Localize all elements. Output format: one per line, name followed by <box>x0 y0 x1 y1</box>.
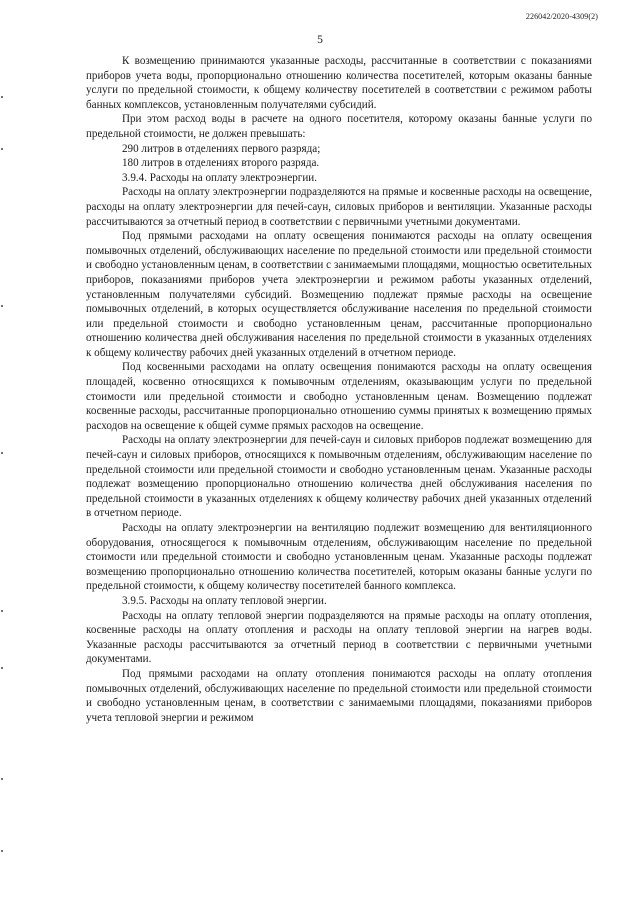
page-number: 5 <box>317 34 323 46</box>
section-heading-heat: 3.9.5. Расходы на оплату тепловой энергии. <box>122 594 327 607</box>
paragraph-heat-types: Расходы на оплату тепловой энергии подразделяются на прямые расходы на оплату отопления, косвенные расходы на оплату отопления и расходы на оплату тепловой энергии на нагрев воды. Указанные расходы рассчитываются за отчетный период в соответствии с первичными учетными документами. <box>86 609 592 666</box>
document-code: 226042/2020-4309(2) <box>525 12 598 21</box>
paragraph-sauna-power: Расходы на оплату электроэнергии для печей-саун и силовых приборов подлежат возмещению для печей-саун и силовых приборов, относящихся к помывочным отделениям, обслуживающим население по предельной стоимости или предельной стоимости и свободно установленным ценам. Указанные расходы подлежат возмещению пропорционально отношению количества дней обслуживания населения по предельной стоимости в указанных отделениях к общему количеству рабочих дней указанных отделений в отчетном периоде. <box>86 434 592 520</box>
document-body <box>86 54 592 725</box>
paragraph-direct-heating: Под прямыми расходами на оплату отопления понимаются расходы на оплату отопления помывочных отделений, обслуживающих население по предельной стоимости или предельной стоимости и свободно установленным ценам, в соответствии с занимаемыми площадями, показаниями приборов учета тепловой энергии и режимом <box>86 667 592 724</box>
paragraph-water-reimbursement: К возмещению принимаются указанные расходы, рассчитанные в соответствии с показаниями приборов учета воды, пропорционально отношению количества посетителей, которым оказаны банные услуги по предельной стоимости, к общему количеству посетителей в соответствии с режимом работы банных комплексов, установленным получателями субсидий. <box>86 55 592 111</box>
paragraph-ventilation: Расходы на оплату электроэнергии на вентиляцию подлежит возмещению для вентиляционного оборудования, относящегося к помывочным отделениям, обслуживающим население по предельной стоимости или предельной стоимости и свободно установленным ценам. Указанные расходы подлежат возмещению пропорционально отношению количества посетителей, которым оказаны банные услуги по предельной стоимости, к общему количеству посетителей банного комплекса. <box>86 522 592 593</box>
scan-margin-marks <box>0 0 8 905</box>
paragraph-second-class-limit: 180 литров в отделениях второго разряда. <box>122 157 320 170</box>
paragraph-direct-lighting: Под прямыми расходами на оплату освещения понимаются расходы на оплату освещения помывочных отделений, обслуживающих население по предельной стоимости или предельной стоимости и свободно установленным ценам, в соответствии с занимаемыми площадями, мощностью осветительных приборов, показаниями приборов учета электроэнергии и режимом работы указанных отделений, установленным получателями субсидий. Возмещению подлежат прямые расходы на освещение помывочных отделений, в которых осуществляется обслуживание населения по предельной стоимости или предельной стоимости и свободно установленным ценам, рассчитанные пропорционально отношению количества дней обслуживания населения по предельной стоимости в указанных отделениях к общему количеству рабочих дней указанных отделений в отчетном периоде. <box>86 230 592 359</box>
paragraph-electricity-types: Расходы на оплату электроэнергии подразделяются на прямые и косвенные расходы на освещение, расходы на оплату электроэнергии для печей-саун, силовых приборов и вентиляции. Указанные расходы рассчитываются за отчетный период в соответствии с первичными учетными документами. <box>86 186 592 228</box>
paragraph-water-limit-intro: При этом расход воды в расчете на одного посетителя, которому оказаны банные услуги по предельной стоимости, не должен превышать: <box>86 113 592 140</box>
paragraph-indirect-lighting: Под косвенными расходами на оплату освещения понимаются расходы на оплату освещения площадей, косвенно относящихся к помывочным отделениям, оказывающим услуги по предельной стоимости или предельной стоимости и свободно установленным ценам. Возмещению подлежат косвенные расходы, рассчитанные пропорционально отношению суммы принятых к возмещению прямых расходов на освещение к общей сумме прямых расходов на освещение. <box>86 361 592 432</box>
section-heading-electricity: 3.9.4. Расходы на оплату электроэнергии. <box>122 171 317 184</box>
paragraph-first-class-limit: 290 литров в отделениях первого разряда; <box>122 142 321 155</box>
